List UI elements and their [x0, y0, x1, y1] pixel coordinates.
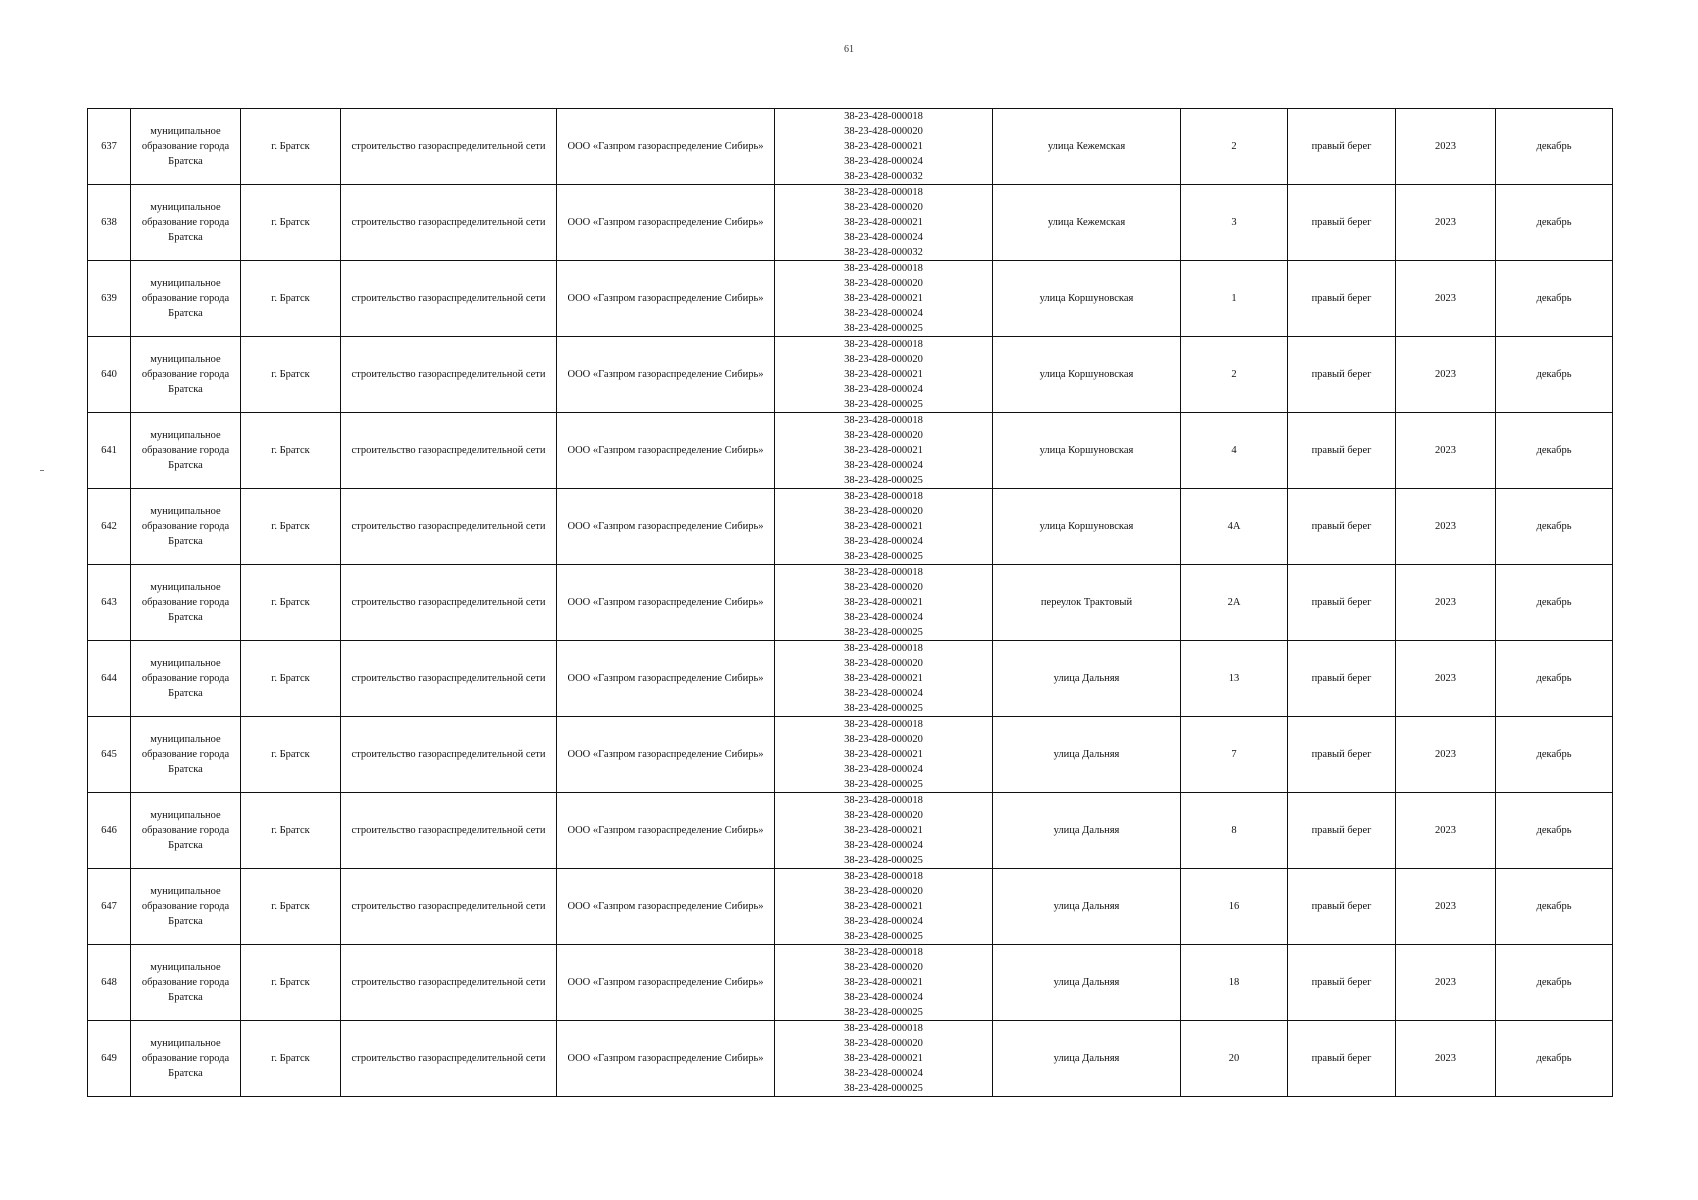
cadastral-code: 38-23-428-000032: [844, 171, 923, 182]
cadastral-code: 38-23-428-000025: [844, 855, 923, 866]
cadastral-code: 38-23-428-000024: [844, 916, 923, 927]
cadastral-code: 38-23-428-000020: [844, 810, 923, 821]
row-number: 639: [88, 261, 131, 337]
house-number-cell: 4А: [1181, 489, 1288, 565]
cadastral-code: 38-23-428-000018: [844, 263, 923, 274]
locality-cell: г. Братск: [241, 945, 341, 1021]
cadastral-code: 38-23-428-000021: [844, 673, 923, 684]
cadastral-code: 38-23-428-000018: [844, 187, 923, 198]
street-cell: улица Коршуновская: [993, 489, 1181, 565]
row-number: 641: [88, 413, 131, 489]
year-cell: 2023: [1396, 185, 1496, 261]
cadastral-codes-cell: [775, 489, 993, 565]
river-bank-cell: правый берег: [1288, 793, 1396, 869]
river-bank-cell: правый берег: [1288, 641, 1396, 717]
organization-cell: ООО «Газпром газораспределение Сибирь»: [557, 109, 775, 185]
municipality-cell: муниципальное образование города Братска: [131, 109, 241, 185]
cadastral-code: 38-23-428-000018: [844, 111, 923, 122]
work-type-cell: строительство газораспределительной сети: [341, 945, 557, 1021]
year-cell: 2023: [1396, 945, 1496, 1021]
cadastral-code: 38-23-428-000020: [844, 1038, 923, 1049]
row-number: 648: [88, 945, 131, 1021]
table-row: [88, 565, 1613, 641]
cadastral-codes-cell: [775, 185, 993, 261]
house-number-cell: 16: [1181, 869, 1288, 945]
cadastral-code: 38-23-428-000018: [844, 567, 923, 578]
cadastral-code: 38-23-428-000020: [844, 886, 923, 897]
municipality-cell: муниципальное образование города Братска: [131, 261, 241, 337]
cadastral-code: 38-23-428-000032: [844, 247, 923, 258]
river-bank-cell: правый берег: [1288, 109, 1396, 185]
month-cell: декабрь: [1496, 337, 1613, 413]
table-body: [88, 109, 1613, 1097]
year-cell: 2023: [1396, 109, 1496, 185]
cadastral-code: 38-23-428-000024: [844, 232, 923, 243]
table-row: [88, 869, 1613, 945]
cadastral-code: 38-23-428-000018: [844, 339, 923, 350]
municipality-cell: муниципальное образование города Братска: [131, 1021, 241, 1097]
river-bank-cell: правый берег: [1288, 413, 1396, 489]
municipality-cell: муниципальное образование города Братска: [131, 337, 241, 413]
street-cell: улица Коршуновская: [993, 261, 1181, 337]
cadastral-code: 38-23-428-000020: [844, 202, 923, 213]
cadastral-code: 38-23-428-000020: [844, 734, 923, 745]
street-cell: улица Кежемская: [993, 109, 1181, 185]
house-number-cell: 4: [1181, 413, 1288, 489]
municipality-cell: муниципальное образование города Братска: [131, 717, 241, 793]
cadastral-code: 38-23-428-000025: [844, 931, 923, 942]
table-row: [88, 337, 1613, 413]
month-cell: декабрь: [1496, 109, 1613, 185]
house-number-cell: 18: [1181, 945, 1288, 1021]
cadastral-code: 38-23-428-000021: [844, 901, 923, 912]
cadastral-code: 38-23-428-000021: [844, 141, 923, 152]
house-number-cell: 8: [1181, 793, 1288, 869]
page-number: 61: [844, 44, 854, 55]
cadastral-codes-cell: [775, 261, 993, 337]
cadastral-code: 38-23-428-000020: [844, 430, 923, 441]
municipality-cell: муниципальное образование города Братска: [131, 185, 241, 261]
municipality-cell: муниципальное образование города Братска: [131, 641, 241, 717]
cadastral-code: 38-23-428-000024: [844, 308, 923, 319]
cadastral-code: 38-23-428-000018: [844, 491, 923, 502]
house-number-cell: 13: [1181, 641, 1288, 717]
organization-cell: ООО «Газпром газораспределение Сибирь»: [557, 717, 775, 793]
locality-cell: г. Братск: [241, 185, 341, 261]
cadastral-code: 38-23-428-000020: [844, 506, 923, 517]
locality-cell: г. Братск: [241, 1021, 341, 1097]
locality-cell: г. Братск: [241, 793, 341, 869]
municipality-cell: муниципальное образование города Братска: [131, 793, 241, 869]
cadastral-code: 38-23-428-000021: [844, 521, 923, 532]
cadastral-codes-cell: [775, 1021, 993, 1097]
month-cell: декабрь: [1496, 413, 1613, 489]
municipality-cell: муниципальное образование города Братска: [131, 869, 241, 945]
street-cell: улица Коршуновская: [993, 413, 1181, 489]
street-cell: улица Коршуновская: [993, 337, 1181, 413]
cadastral-code: 38-23-428-000024: [844, 612, 923, 623]
organization-cell: ООО «Газпром газораспределение Сибирь»: [557, 565, 775, 641]
cadastral-code: 38-23-428-000025: [844, 475, 923, 486]
cadastral-code: 38-23-428-000024: [844, 460, 923, 471]
house-number-cell: 2: [1181, 109, 1288, 185]
year-cell: 2023: [1396, 413, 1496, 489]
cadastral-codes-cell: [775, 945, 993, 1021]
street-cell: улица Дальняя: [993, 793, 1181, 869]
locality-cell: г. Братск: [241, 869, 341, 945]
cadastral-code: 38-23-428-000018: [844, 871, 923, 882]
organization-cell: ООО «Газпром газораспределение Сибирь»: [557, 413, 775, 489]
municipality-cell: муниципальное образование города Братска: [131, 413, 241, 489]
work-type-cell: строительство газораспределительной сети: [341, 261, 557, 337]
organization-cell: ООО «Газпром газораспределение Сибирь»: [557, 945, 775, 1021]
cadastral-codes-cell: [775, 413, 993, 489]
row-number: 645: [88, 717, 131, 793]
locality-cell: г. Братск: [241, 489, 341, 565]
month-cell: декабрь: [1496, 641, 1613, 717]
work-type-cell: строительство газораспределительной сети: [341, 565, 557, 641]
table-row: [88, 641, 1613, 717]
month-cell: декабрь: [1496, 717, 1613, 793]
cadastral-code: 38-23-428-000024: [844, 536, 923, 547]
cadastral-code: 38-23-428-000024: [844, 384, 923, 395]
month-cell: декабрь: [1496, 261, 1613, 337]
locality-cell: г. Братск: [241, 261, 341, 337]
month-cell: декабрь: [1496, 793, 1613, 869]
cadastral-code: 38-23-428-000025: [844, 399, 923, 410]
table-row: [88, 489, 1613, 565]
river-bank-cell: правый берег: [1288, 565, 1396, 641]
street-cell: улица Дальняя: [993, 717, 1181, 793]
cadastral-code: 38-23-428-000024: [844, 764, 923, 775]
river-bank-cell: правый берег: [1288, 489, 1396, 565]
year-cell: 2023: [1396, 641, 1496, 717]
river-bank-cell: правый берег: [1288, 261, 1396, 337]
row-number: 647: [88, 869, 131, 945]
cadastral-code: 38-23-428-000024: [844, 688, 923, 699]
locality-cell: г. Братск: [241, 717, 341, 793]
month-cell: декабрь: [1496, 565, 1613, 641]
locality-cell: г. Братск: [241, 565, 341, 641]
cadastral-code: 38-23-428-000020: [844, 278, 923, 289]
cadastral-code: 38-23-428-000020: [844, 126, 923, 137]
cadastral-code: 38-23-428-000021: [844, 749, 923, 760]
month-cell: декабрь: [1496, 869, 1613, 945]
cadastral-code: 38-23-428-000021: [844, 369, 923, 380]
table-row: [88, 413, 1613, 489]
gasification-register-table: [87, 108, 1613, 1097]
municipality-cell: муниципальное образование города Братска: [131, 945, 241, 1021]
work-type-cell: строительство газораспределительной сети: [341, 869, 557, 945]
work-type-cell: строительство газораспределительной сети: [341, 185, 557, 261]
table-row: [88, 793, 1613, 869]
row-number: 640: [88, 337, 131, 413]
cadastral-code: 38-23-428-000020: [844, 962, 923, 973]
year-cell: 2023: [1396, 565, 1496, 641]
cadastral-code: 38-23-428-000025: [844, 1007, 923, 1018]
cadastral-codes-cell: [775, 109, 993, 185]
cadastral-code: 38-23-428-000024: [844, 840, 923, 851]
cadastral-code: 38-23-428-000018: [844, 719, 923, 730]
cadastral-code: 38-23-428-000021: [844, 597, 923, 608]
cadastral-code: 38-23-428-000024: [844, 992, 923, 1003]
street-cell: улица Дальняя: [993, 1021, 1181, 1097]
year-cell: 2023: [1396, 337, 1496, 413]
locality-cell: г. Братск: [241, 413, 341, 489]
cadastral-code: 38-23-428-000021: [844, 445, 923, 456]
year-cell: 2023: [1396, 489, 1496, 565]
cadastral-code: 38-23-428-000020: [844, 582, 923, 593]
work-type-cell: строительство газораспределительной сети: [341, 489, 557, 565]
river-bank-cell: правый берег: [1288, 869, 1396, 945]
organization-cell: ООО «Газпром газораспределение Сибирь»: [557, 641, 775, 717]
table-row: [88, 945, 1613, 1021]
cadastral-codes-cell: [775, 793, 993, 869]
work-type-cell: строительство газораспределительной сети: [341, 793, 557, 869]
locality-cell: г. Братск: [241, 337, 341, 413]
month-cell: декабрь: [1496, 185, 1613, 261]
cadastral-code: 38-23-428-000024: [844, 1068, 923, 1079]
work-type-cell: строительство газораспределительной сети: [341, 109, 557, 185]
year-cell: 2023: [1396, 261, 1496, 337]
cadastral-code: 38-23-428-000025: [844, 627, 923, 638]
municipality-cell: муниципальное образование города Братска: [131, 565, 241, 641]
locality-cell: г. Братск: [241, 109, 341, 185]
cadastral-code: 38-23-428-000021: [844, 1053, 923, 1064]
cadastral-codes-cell: [775, 869, 993, 945]
cadastral-code: 38-23-428-000021: [844, 977, 923, 988]
margin-mark: [40, 470, 44, 471]
row-number: 642: [88, 489, 131, 565]
cadastral-code: 38-23-428-000021: [844, 825, 923, 836]
work-type-cell: строительство газораспределительной сети: [341, 641, 557, 717]
cadastral-code: 38-23-428-000025: [844, 1083, 923, 1094]
street-cell: улица Дальняя: [993, 945, 1181, 1021]
river-bank-cell: правый берег: [1288, 337, 1396, 413]
work-type-cell: строительство газораспределительной сети: [341, 413, 557, 489]
cadastral-code: 38-23-428-000018: [844, 415, 923, 426]
river-bank-cell: правый берег: [1288, 717, 1396, 793]
street-cell: переулок Трактовый: [993, 565, 1181, 641]
cadastral-code: 38-23-428-000020: [844, 354, 923, 365]
municipality-cell: муниципальное образование города Братска: [131, 489, 241, 565]
row-number: 646: [88, 793, 131, 869]
cadastral-codes-cell: [775, 337, 993, 413]
cadastral-code: 38-23-428-000018: [844, 1023, 923, 1034]
cadastral-code: 38-23-428-000021: [844, 293, 923, 304]
table-row: [88, 1021, 1613, 1097]
organization-cell: ООО «Газпром газораспределение Сибирь»: [557, 869, 775, 945]
year-cell: 2023: [1396, 717, 1496, 793]
cadastral-code: 38-23-428-000025: [844, 323, 923, 334]
row-number: 643: [88, 565, 131, 641]
row-number: 638: [88, 185, 131, 261]
year-cell: 2023: [1396, 869, 1496, 945]
cadastral-code: 38-23-428-000025: [844, 703, 923, 714]
cadastral-code: 38-23-428-000025: [844, 551, 923, 562]
year-cell: 2023: [1396, 793, 1496, 869]
cadastral-codes-cell: [775, 641, 993, 717]
month-cell: декабрь: [1496, 489, 1613, 565]
river-bank-cell: правый берег: [1288, 1021, 1396, 1097]
work-type-cell: строительство газораспределительной сети: [341, 337, 557, 413]
street-cell: улица Дальняя: [993, 641, 1181, 717]
month-cell: декабрь: [1496, 1021, 1613, 1097]
cadastral-code: 38-23-428-000020: [844, 658, 923, 669]
organization-cell: ООО «Газпром газораспределение Сибирь»: [557, 489, 775, 565]
street-cell: улица Кежемская: [993, 185, 1181, 261]
organization-cell: ООО «Газпром газораспределение Сибирь»: [557, 337, 775, 413]
cadastral-code: 38-23-428-000018: [844, 643, 923, 654]
cadastral-code: 38-23-428-000018: [844, 795, 923, 806]
house-number-cell: 2: [1181, 337, 1288, 413]
table-row: [88, 717, 1613, 793]
house-number-cell: 3: [1181, 185, 1288, 261]
work-type-cell: строительство газораспределительной сети: [341, 717, 557, 793]
year-cell: 2023: [1396, 1021, 1496, 1097]
house-number-cell: 2А: [1181, 565, 1288, 641]
river-bank-cell: правый берег: [1288, 185, 1396, 261]
row-number: 644: [88, 641, 131, 717]
cadastral-code: 38-23-428-000024: [844, 156, 923, 167]
row-number: 649: [88, 1021, 131, 1097]
organization-cell: ООО «Газпром газораспределение Сибирь»: [557, 261, 775, 337]
cadastral-code: 38-23-428-000018: [844, 947, 923, 958]
table-row: [88, 185, 1613, 261]
table-row: [88, 109, 1613, 185]
cadastral-codes-cell: [775, 717, 993, 793]
cadastral-codes-cell: [775, 565, 993, 641]
house-number-cell: 7: [1181, 717, 1288, 793]
organization-cell: ООО «Газпром газораспределение Сибирь»: [557, 1021, 775, 1097]
house-number-cell: 1: [1181, 261, 1288, 337]
street-cell: улица Дальняя: [993, 869, 1181, 945]
work-type-cell: строительство газораспределительной сети: [341, 1021, 557, 1097]
organization-cell: ООО «Газпром газораспределение Сибирь»: [557, 793, 775, 869]
row-number: 637: [88, 109, 131, 185]
river-bank-cell: правый берег: [1288, 945, 1396, 1021]
house-number-cell: 20: [1181, 1021, 1288, 1097]
month-cell: декабрь: [1496, 945, 1613, 1021]
cadastral-code: 38-23-428-000021: [844, 217, 923, 228]
organization-cell: ООО «Газпром газораспределение Сибирь»: [557, 185, 775, 261]
table-row: [88, 261, 1613, 337]
cadastral-code: 38-23-428-000025: [844, 779, 923, 790]
locality-cell: г. Братск: [241, 641, 341, 717]
